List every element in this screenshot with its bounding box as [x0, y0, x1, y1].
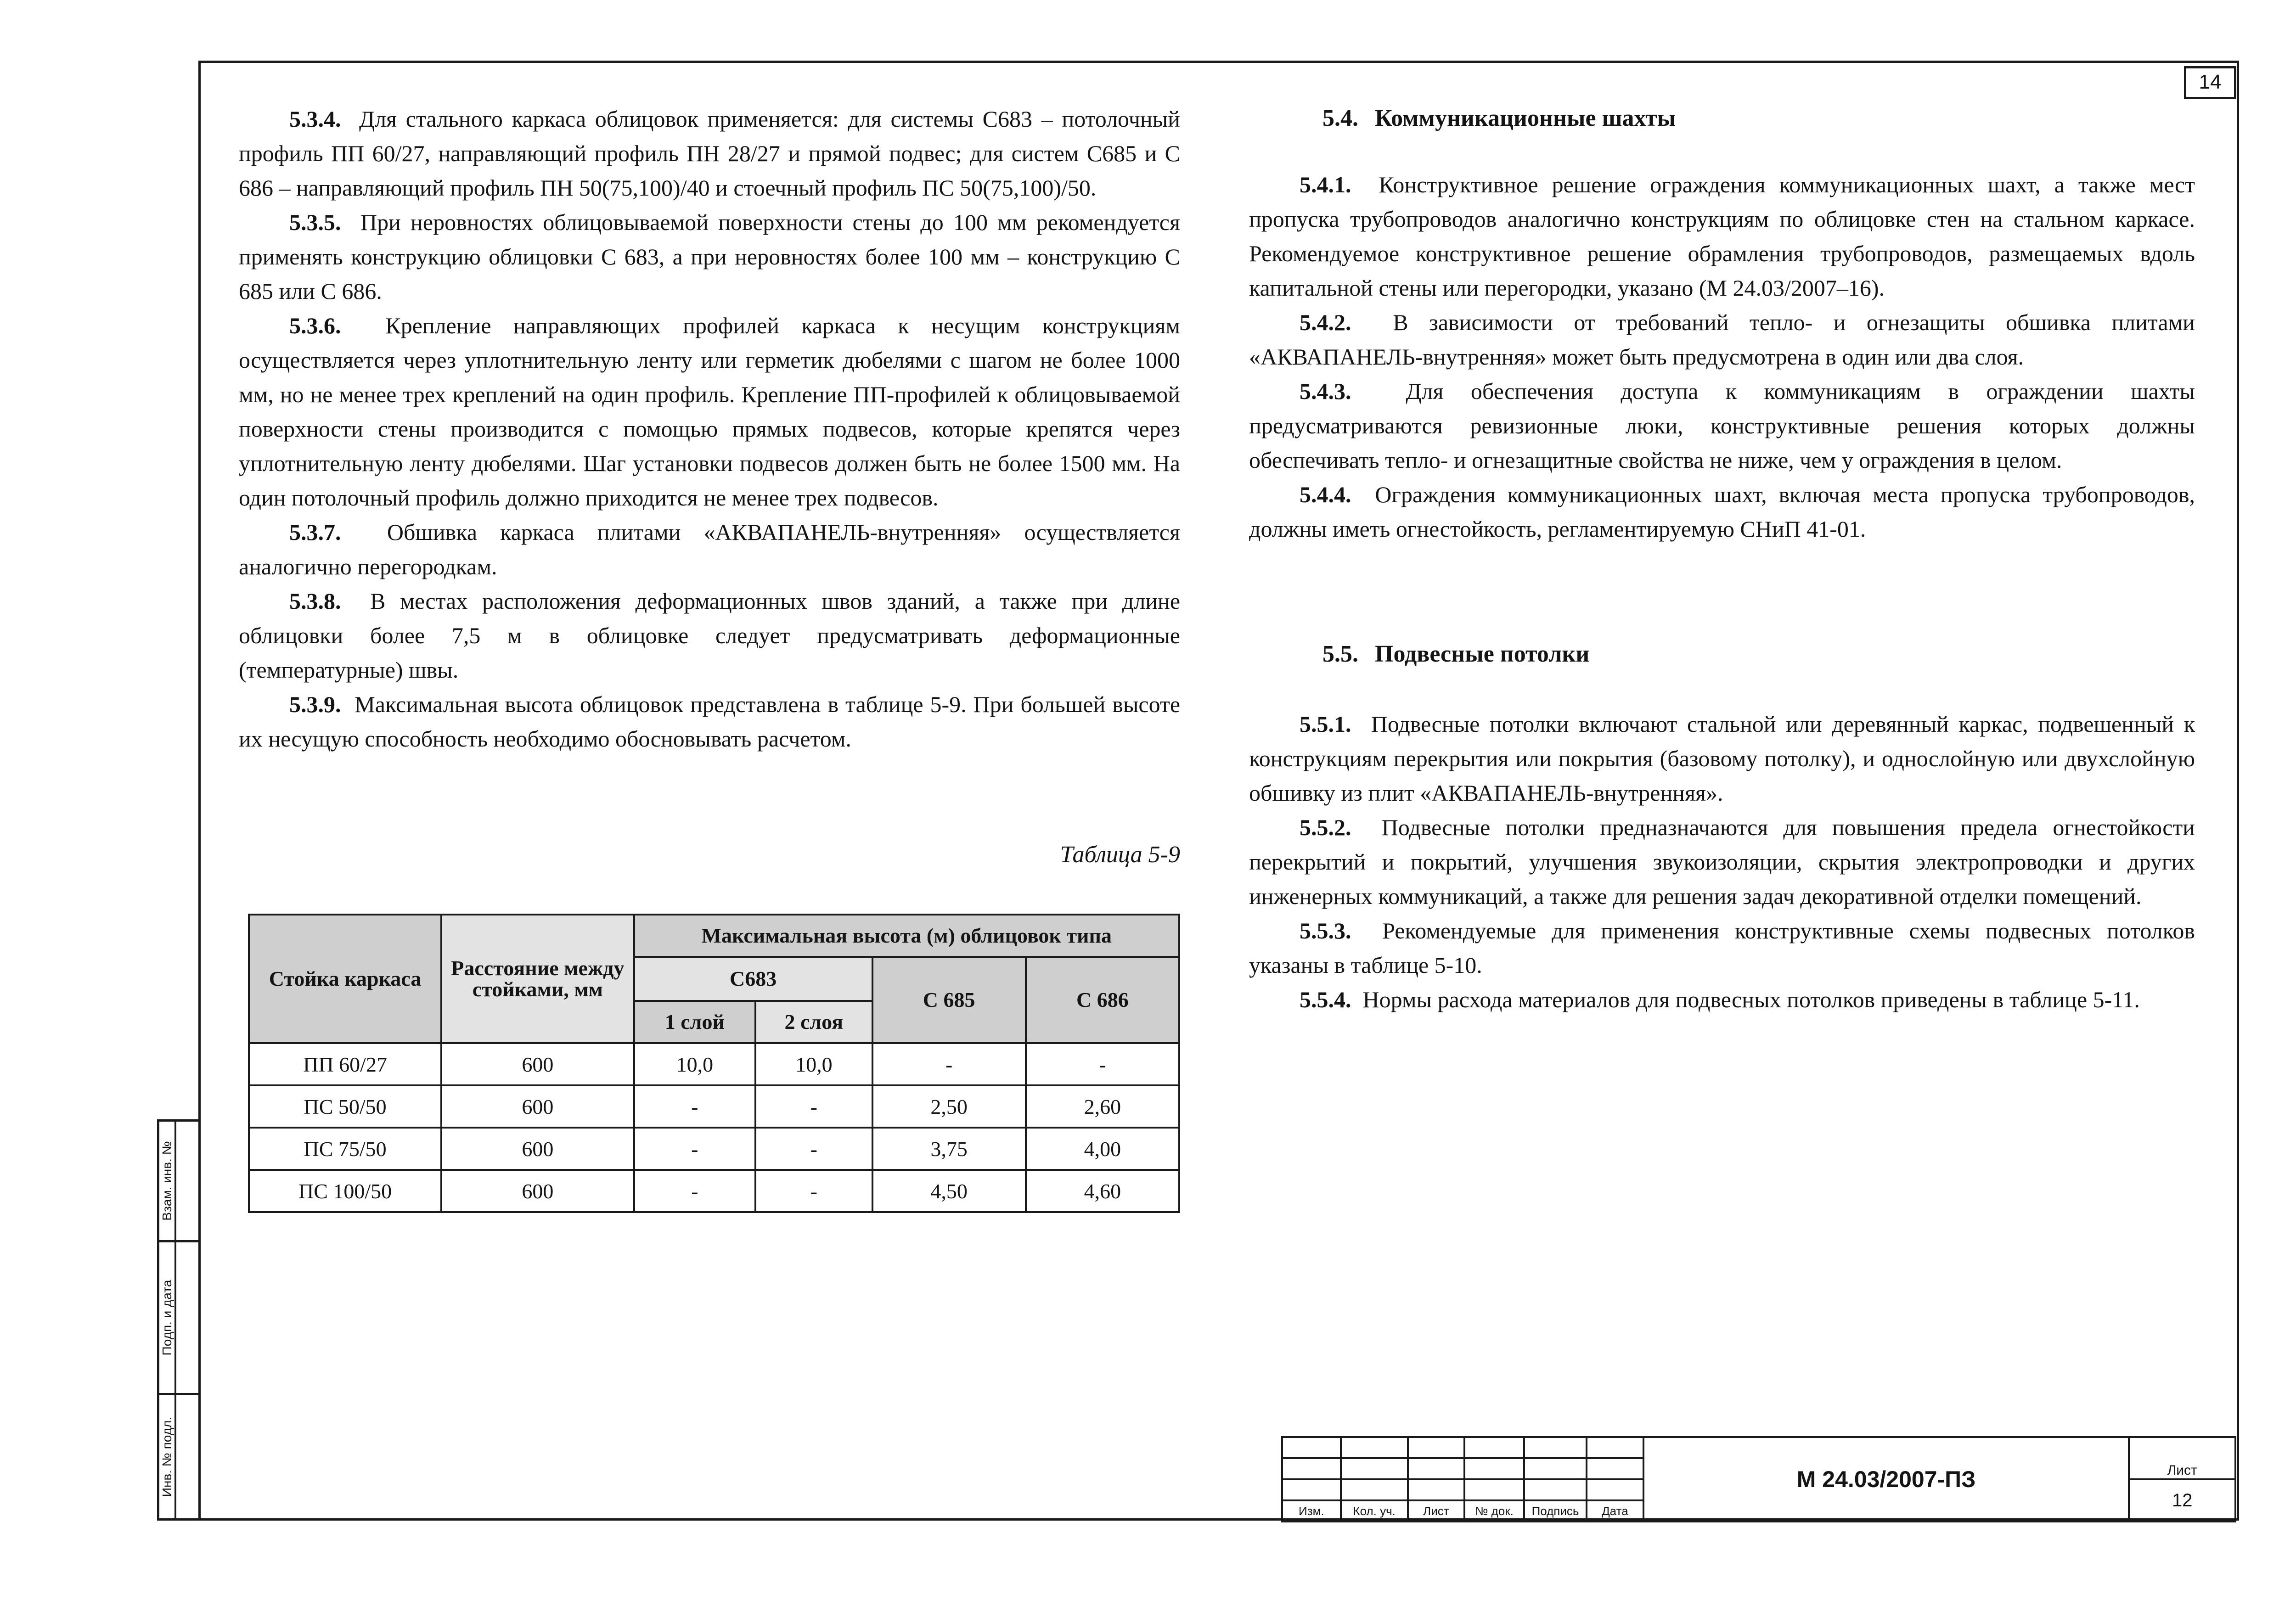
title-block: [1281, 1436, 2236, 1521]
paragraph-text: Максимальная высота облицовок представлена в таблице 5-9. При большей высоте их несущую способность необходимо обосновывать расчетом.: [239, 691, 1181, 752]
paragraph-number: 5.3.5.: [289, 209, 341, 235]
stamp-cell: [1408, 1458, 1465, 1479]
table-cell: 600: [441, 1085, 634, 1128]
table-cell: 600: [441, 1043, 634, 1085]
table-row: [249, 1043, 1179, 1085]
table-5-9: [248, 914, 1180, 1213]
right-column-5-5: [1249, 707, 2195, 1017]
side-label-sign-date: Подп. и дата: [160, 1280, 174, 1356]
paragraph-number: 5.3.6.: [289, 313, 341, 338]
table-cell: -: [634, 1085, 755, 1128]
table-cell: -: [755, 1085, 872, 1128]
table-cell: 4,00: [1026, 1128, 1179, 1170]
paragraph-number: 5.3.9.: [289, 691, 341, 717]
paragraph-text: Подвесные потолки предназначаются для повышения предела огнестойкости перекрытий и покрытий, улучшения звукоизоляции, скрытия электропроводки и других инженерных коммуникаций, а также для решения задач декоративной отделки помещений.: [1249, 814, 2195, 909]
paragraph: [1249, 477, 2195, 546]
table-cell: 3,75: [872, 1128, 1026, 1170]
top-sheet-number-text: 14: [2199, 71, 2222, 93]
stamp-cell: [1341, 1458, 1408, 1479]
stamp-cell: [1587, 1458, 1643, 1479]
stamp-label: Дата: [1587, 1500, 1643, 1522]
paragraph-text: Рекомендуемые для применения конструктивные схемы подвесных потолков указаны в таблице 5-10.: [1249, 918, 2195, 978]
stamp-cell: [1282, 1479, 1341, 1500]
stamp-cell: [1587, 1479, 1643, 1500]
left-column: [239, 102, 1180, 756]
sheet-number-cell: [2129, 1479, 2235, 1522]
paragraph: [239, 515, 1180, 584]
table-cell: ПП 60/27: [249, 1043, 441, 1085]
table-cell: 2,60: [1026, 1085, 1179, 1128]
stamp-label: Лист: [1408, 1500, 1465, 1522]
paragraph-number: 5.5.1.: [1300, 711, 1351, 737]
section-heading-5-5: [1322, 640, 1589, 668]
side-label-ref-inv: Взам. инв. №: [160, 1141, 174, 1221]
paragraph-text: Подвесные потолки включают стальной или деревянный каркас, подвешенный к конструкциям перекрытия или покрытия (базовому потолку), и однослойную или двухслойную обшивку из плит «АКВАПАНЕЛЬ-внутренняя».: [1249, 711, 2195, 806]
section-title: Коммуникационные шахты: [1375, 105, 1676, 131]
paragraph: [1249, 914, 2195, 983]
paragraph-text: При неровностях облицовываемой поверхности стены до 100 мм рекомендуется применять конструкцию облицовки С 683, а при неровностях более 100 мм – конструкцию С 685 или С 686.: [239, 209, 1180, 304]
paragraph-number: 5.5.2.: [1300, 814, 1351, 840]
paragraph: [239, 102, 1180, 205]
paragraph-number: 5.4.4.: [1300, 482, 1351, 507]
paragraph-text: Конструктивное решение ограждения коммуникационных шахт, а также мест пропуска трубопроводов аналогично конструкциям по облицовке стен на стальном каркасе. Рекомендуемое конструктивное решение обрамления трубопроводов, размещаемых вдоль капитальной стены или перегородки, указано (М 24.03/2007–16).: [1249, 172, 2195, 301]
paragraph: [1249, 168, 2195, 305]
title-block-table: [1281, 1436, 2236, 1522]
table-cell: 600: [441, 1128, 634, 1170]
stamp-cell: [1282, 1437, 1341, 1458]
paragraph-number: 5.4.1.: [1300, 172, 1351, 197]
stamp-cell: [1464, 1479, 1524, 1500]
stamp-cell: [1408, 1437, 1465, 1458]
table-row: [249, 1170, 1179, 1212]
paragraph-number: 5.5.3.: [1300, 918, 1351, 943]
sheet-number: 12: [2172, 1490, 2193, 1511]
paragraph: [1249, 707, 2195, 810]
table-cell: -: [872, 1043, 1026, 1085]
stamp-cell: [1408, 1479, 1465, 1500]
paragraph-text: Ограждения коммуникационных шахт, включая места пропуска трубопроводов, должны иметь огнестойкость, регламентируемую СНиП 41-01.: [1249, 482, 2195, 542]
header-post: Стойка каркаса: [249, 915, 441, 1043]
stamp-cell: [1464, 1437, 1524, 1458]
table-row: [249, 1085, 1179, 1128]
stamp-label: Кол. уч.: [1341, 1500, 1408, 1522]
top-sheet-number: [2184, 66, 2236, 99]
paragraph-text: В местах расположения деформационных швов зданий, а также при длине облицовки более 7,5 м в облицовке следует предусматривать деформационные (температурные) швы.: [239, 588, 1181, 683]
header-c683: С683: [634, 957, 872, 1001]
table-cell: 2,50: [872, 1085, 1026, 1128]
stamp-cell: [1524, 1437, 1587, 1458]
paragraph-text: Нормы расхода материалов для подвесных потолков приведены в таблице 5-11.: [1362, 987, 2140, 1012]
paragraph: [239, 205, 1180, 309]
table-cell: 10,0: [634, 1043, 755, 1085]
table-cell: -: [755, 1128, 872, 1170]
stamp-cell: [1524, 1479, 1587, 1500]
paragraph-text: Крепление направляющих профилей каркаса к несущим конструкциям осуществляется через уплотнительную ленту или герметик дюбелями с шагом не более 1000 мм, но не менее трех креплений на один профиль. Крепление ПП-профилей к облицовываемой поверхности стены производится с помощью прямых подвесов, которые крепятся через уплотнительную ленту дюбелями. Шаг установки подвесов должен быть не более 1500 мм. На один потолочный профиль должно приходится не менее трех подвесов.: [239, 313, 1181, 511]
table-cell: 10,0: [755, 1043, 872, 1085]
header-distance: Расстояние между стойками, мм: [441, 915, 634, 1043]
stamp-cell: [1341, 1437, 1408, 1458]
paragraph: [1249, 374, 2195, 477]
table-row: [249, 1128, 1179, 1170]
table-cell: 600: [441, 1170, 634, 1212]
paragraph-text: Для обеспечения доступа к коммуникациям в ограждении шахты предусматриваются ревизионные люки, конструктивные решения которых должны обеспечивать тепло- и огнезащитные свойства не ниже, чем у ограждения в целом.: [1249, 378, 2195, 473]
stamp-cell: [1587, 1437, 1643, 1458]
table-caption: Таблица 5-9: [1060, 842, 1180, 868]
table-cell: -: [634, 1170, 755, 1212]
table-cell: ПС 50/50: [249, 1085, 441, 1128]
table-cell: 4,50: [872, 1170, 1026, 1212]
header-layer-2: 2 слоя: [755, 1001, 872, 1043]
stamp-cell: [1464, 1458, 1524, 1479]
paragraph: [1249, 983, 2195, 1017]
paragraph: [239, 309, 1180, 515]
section-number: 5.5.: [1322, 641, 1358, 667]
right-column-5-4: [1249, 168, 2195, 546]
header-c686: С 686: [1026, 957, 1179, 1043]
paragraph: [1249, 305, 2195, 374]
paragraph-number: 5.5.4.: [1300, 987, 1351, 1012]
paragraph: [1249, 810, 2195, 914]
table-cell: 4,60: [1026, 1170, 1179, 1212]
stamp-cell: [1282, 1458, 1341, 1479]
stamp-cell: [1524, 1458, 1587, 1479]
section-number: 5.4.: [1322, 105, 1358, 131]
stamp-label: Подпись: [1524, 1500, 1587, 1522]
table-cell: -: [634, 1128, 755, 1170]
stamp-label: Изм.: [1282, 1500, 1341, 1522]
paragraph-number: 5.4.3.: [1300, 378, 1351, 404]
stamp-label: № док.: [1464, 1500, 1524, 1522]
side-label-inv-orig: Инв. № подл.: [160, 1416, 174, 1497]
header-c685: С 685: [872, 957, 1026, 1043]
header-layer-1: 1 слой: [634, 1001, 755, 1043]
sheet-label: Лист: [2167, 1463, 2197, 1478]
paragraph-text: В зависимости от требований тепло- и огнезащиты обшивка плитами «АКВАПАНЕЛЬ-внутренняя» может быть предусмотрена в один или два слоя.: [1249, 309, 2195, 370]
document-designation: [1643, 1437, 2129, 1522]
paragraph: [239, 584, 1180, 687]
paragraph-number: 5.3.4.: [289, 106, 341, 132]
document-designation-text: М 24.03/2007-ПЗ: [1796, 1466, 1976, 1492]
stamp-cell: [1341, 1479, 1408, 1500]
table-cell: ПС 75/50: [249, 1128, 441, 1170]
sheet-label-cell: [2129, 1437, 2235, 1479]
paragraph-number: 5.3.7.: [289, 519, 341, 545]
section-title: Подвесные потолки: [1375, 641, 1590, 667]
paragraph-number: 5.4.2.: [1300, 309, 1351, 335]
header-max-height: Максимальная высота (м) облицовок типа: [634, 915, 1179, 957]
paragraph-text: Обшивка каркаса плитами «АКВАПАНЕЛЬ-внутренняя» осуществляется аналогично перегородкам.: [239, 519, 1180, 579]
paragraph-number: 5.3.8.: [289, 588, 341, 614]
paragraph-text: Для стального каркаса облицовок применяется: для системы С683 – потолочный профиль ПП 60/27, направляющий профиль ПН 28/27 и прямой подвес; для систем С685 и С 686 – направляющий профиль ПН 50(75,100)/40 и стоечный профиль ПС 50(75,100)/50.: [239, 106, 1181, 201]
paragraph: [239, 687, 1180, 756]
table-cell: ПС 100/50: [249, 1170, 441, 1212]
table-cell: -: [1026, 1043, 1179, 1085]
section-heading-5-4: [1322, 105, 1676, 132]
table-cell: -: [755, 1170, 872, 1212]
